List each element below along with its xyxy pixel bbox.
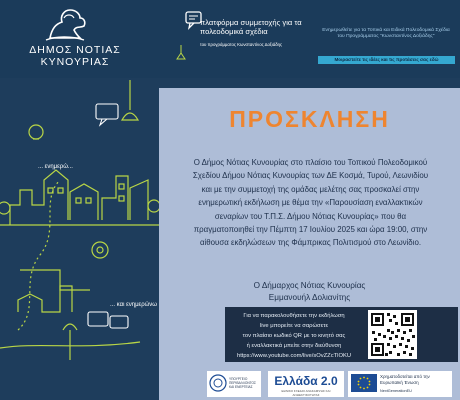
info-text: Ενημερωθείτε για τα Τοπικά και Ειδικά Πολεοδομικά Σχέδια του Προγράμματος "Κωνσταντίνος Δοξιάδης" [322,28,450,39]
invitation-heading: ΠΡΟΣΚΛΗΣΗ [229,106,390,132]
signature-title: Ο Δήμαρχος Νότιας Κυνουρίας [253,281,366,290]
sponsor-logos [159,370,460,400]
greece20-subtitle: ΕΘΝΙΚΟ ΣΧΕΔΙΟ ΑΝΑΚΑΜΨΗΣ ΚΑΙ ΑΝΘΕΚΤΙΚΟΤΗΤΑΣ [281,389,331,397]
municipality-name: ΔΗΜΟΣ ΝΟΤΙΑΣ ΚΥΝΟΥΡΙΑΣ [29,44,121,68]
signature-name: Εμμανουήλ Δολιανίτης [268,293,351,302]
ministry-logo [207,371,261,397]
body-line: και με την συμμετοχή της ομάδας μελέτης σας προσκαλεί στην [201,184,420,194]
share-ideas-chip[interactable]: Μοιραστείτε τις ιδέες και τις προτάσεις σας εδώ [318,56,455,64]
platform-subtitle: του προγράμματος Κωνσταντίνος Δοξιάδης [200,42,283,47]
header-banner [0,0,460,78]
live-stream-link[interactable]: https://www.youtube.com/live/sOvZZcTlOKU [236,353,352,359]
body-line: αίθουσα εκδηλώσεων της Φάμπρικας Πολιτισμού στο Λεωνίδιο. [199,238,422,248]
lamp-icon [176,45,186,65]
eu-flag-icon [351,374,377,392]
ministry-text: ΥΠΟΥΡΓΕΙΟ ΠΕΡΙΒΑΛΛΟΝΤΟΣ ΚΑΙ ΕΝΕΡΓΕΙΑΣ [229,377,257,389]
eu-funding-text: Χρηματοδοτείται από την Ευρωπαϊκή Ένωση [380,374,430,385]
live-stream-text [227,311,361,361]
body-line: σεναρίων του Τ.Π.Σ. Δήμου Νότιας Κυνουρίας» που θα [214,211,407,221]
body-line: Ο Δήμος Νότιας Κυνουρίας στο πλαίσιο του Τοπικού Πολεοδομικού [193,158,428,167]
live-line: live μπορείτε να σαρώσετε [259,323,329,329]
nextgen-eu-text: NextGenerationEU [380,389,412,393]
qr-code-icon[interactable] [368,310,417,359]
body-line: ενημερωτική εκδήλωση με θέμα την «Παρουσίαση εναλλακτικών [198,198,423,208]
live-line: τον πλαίσιο κωδικό QR με το κινητό σας [242,333,346,339]
greek-seal-icon [209,374,227,392]
invitation-card [159,88,460,400]
eu-logo [348,371,452,397]
greece20-wordmark: Ελλάδα 2.0 [274,374,338,388]
live-line: Για να παρακολουθήσετε την εκδήλωση [243,313,345,319]
city-illustration [0,80,160,400]
lion-logo-icon [42,4,88,44]
live-stream-box [225,307,458,362]
greece20-logo [268,371,344,397]
live-line: ή εναλλακτικά μπείτε στην διεύθυνση [246,343,342,349]
illustration-label-bottom: ... και ενημερώνω [110,302,157,308]
platform-title: πλατφόρμα συμμετοχής για τα πολεοδομικά σχέδια [200,18,302,36]
illustration-label-top: ... ενημερώ... [38,164,73,170]
body-line: Σχεδίου Δήμου Νότιας Κυνουρίας των ΔΕ Κοσμά, Τυρού, Λεωνιδίου [192,171,429,181]
body-line: πραγματοποιηθεί την Πέμπτη 17 Ιουλίου 2025 και ώρα 19:00, στην [193,225,428,235]
invitation-body [167,156,454,250]
